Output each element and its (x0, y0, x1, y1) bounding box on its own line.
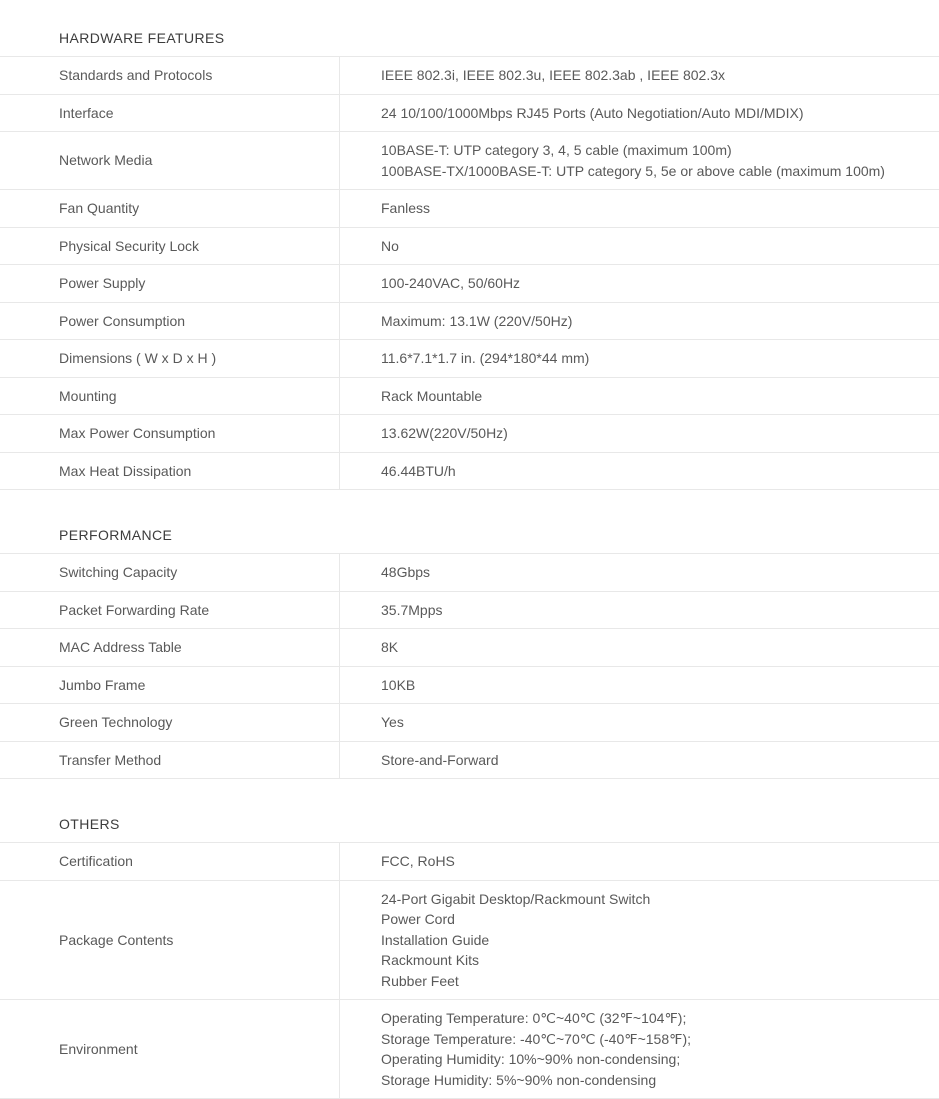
spec-value-line: Operating Temperature: 0℃~40℃ (32℉~104℉); (381, 1010, 687, 1026)
spec-row-value (340, 592, 939, 629)
spec-row-value (340, 629, 939, 666)
spec-row (0, 666, 939, 704)
spec-row-label: Standards and Protocols (0, 57, 340, 94)
spec-row-value (340, 303, 939, 340)
spec-row (0, 377, 939, 415)
spec-value-line: Rubber Feet (381, 972, 459, 989)
spec-row (0, 999, 939, 1098)
spec-row-label: Max Heat Dissipation (0, 453, 340, 490)
spec-value-line: 24 10/100/1000Mbps RJ45 Ports (Auto Negotiation/Auto MDI/MDIX) (381, 104, 804, 121)
spec-row-value (340, 881, 939, 1000)
section-title: HARDWARE FEATURES (59, 30, 225, 46)
spec-row-label: Green Technology (0, 704, 340, 741)
spec-row-value (340, 453, 939, 490)
spec-row (0, 703, 939, 741)
spec-row-value (340, 554, 939, 591)
spec-row (0, 628, 939, 666)
spec-row (0, 591, 939, 629)
spec-row-value (340, 415, 939, 452)
section-rows (0, 553, 939, 779)
spec-row-label: Dimensions ( W x D x H ) (0, 340, 340, 377)
spec-value-line: 100-240VAC, 50/60Hz (381, 275, 521, 291)
spec-value-line: Store-and-Forward (381, 751, 499, 768)
spec-row (0, 264, 939, 302)
spec-value-line: 24-Port Gigabit Desktop/Rackmount Switch (381, 890, 651, 907)
spec-value-line: 13.62W(220V/50Hz) (381, 425, 508, 441)
spec-row-label: Switching Capacity (0, 554, 340, 591)
section-rows (0, 56, 939, 490)
spec-value-line: Yes (381, 714, 404, 730)
spec-value-line: 48Gbps (381, 564, 431, 580)
section-title: PERFORMANCE (59, 527, 173, 543)
spec-value-line: No (381, 237, 399, 254)
spec-section (0, 0, 939, 490)
spec-value-line: 11.6*7.1*1.7 in. (294*180*44 mm) (381, 350, 590, 366)
spec-row-label: Power Consumption (0, 303, 340, 340)
spec-row-label: Environment (0, 1000, 340, 1098)
spec-row-value (340, 57, 939, 94)
spec-value-line: IEEE 802.3i, IEEE 802.3u, IEEE 802.3ab , IEEE 802.3x (381, 67, 726, 83)
spec-row (0, 189, 939, 227)
spec-value-line: Storage Temperature: -40℃~70℃ (-40℉~158℉); (381, 1030, 691, 1047)
spec-row-label: Package Contents (0, 881, 340, 1000)
spec-row-label: Interface (0, 95, 340, 132)
spec-value-line: 10KB (381, 676, 416, 693)
spec-row-label: Jumbo Frame (0, 667, 340, 704)
spec-row (0, 553, 939, 591)
spec-row (0, 880, 939, 1000)
spec-row-value (340, 190, 939, 227)
spec-section (0, 490, 939, 779)
spec-row (0, 302, 939, 340)
section-title: OTHERS (59, 816, 120, 832)
spec-row-value (340, 742, 939, 779)
spec-row-value (340, 95, 939, 132)
section-rows (0, 842, 939, 1099)
spec-row (0, 227, 939, 265)
spec-row-label: Max Power Consumption (0, 415, 340, 452)
spec-row (0, 131, 939, 189)
spec-row (0, 339, 939, 377)
spec-value-line: Installation Guide (381, 931, 490, 948)
spec-value-line: 100BASE-TX/1000BASE-T: UTP category 5, 5e or above cable (maximum 100m) (381, 162, 885, 179)
spec-row-value (340, 704, 939, 741)
spec-row-label: Physical Security Lock (0, 228, 340, 265)
spec-row (0, 414, 939, 452)
spec-row-value (340, 340, 939, 377)
spec-row-value (340, 378, 939, 415)
spec-row-label: Power Supply (0, 265, 340, 302)
spec-row (0, 56, 939, 94)
spec-value-line: Rackmount Kits (381, 952, 480, 968)
spec-row-label: Certification (0, 843, 340, 880)
spec-row (0, 842, 939, 880)
spec-value-line: 8K (381, 639, 399, 655)
spec-row (0, 452, 939, 490)
spec-row-label: Transfer Method (0, 742, 340, 779)
spec-value-line: Storage Humidity: 5%~90% non-condensing (381, 1071, 657, 1088)
spec-value-line: 46.44BTU/h (381, 462, 456, 479)
spec-value-line: Rack Mountable (381, 387, 483, 404)
spec-value-line: Operating Humidity: 10%~90% non-condensing; (381, 1051, 681, 1067)
spec-row-value (340, 667, 939, 704)
spec-value-line: Fanless (381, 200, 431, 216)
spec-row-label: Packet Forwarding Rate (0, 592, 340, 629)
spec-value-line: 10BASE-T: UTP category 3, 4, 5 cable (maximum 100m) (381, 142, 732, 158)
spec-row (0, 94, 939, 132)
spec-row-value (340, 1000, 939, 1098)
spec-value-line: 35.7Mpps (381, 601, 443, 618)
spec-row-value (340, 228, 939, 265)
spec-row-value (340, 265, 939, 302)
spec-section (0, 779, 939, 1099)
spec-row-value (340, 132, 939, 189)
spec-row (0, 741, 939, 779)
spec-row-label: MAC Address Table (0, 629, 340, 666)
spec-row-label: Fan Quantity (0, 190, 340, 227)
spec-row-label: Mounting (0, 378, 340, 415)
spec-value-line: Maximum: 13.1W (220V/50Hz) (381, 312, 573, 329)
spec-value-line: FCC, RoHS (381, 853, 455, 869)
spec-row-value (340, 843, 939, 880)
spec-row-label: Network Media (0, 132, 340, 189)
spec-value-line: Power Cord (381, 911, 455, 927)
